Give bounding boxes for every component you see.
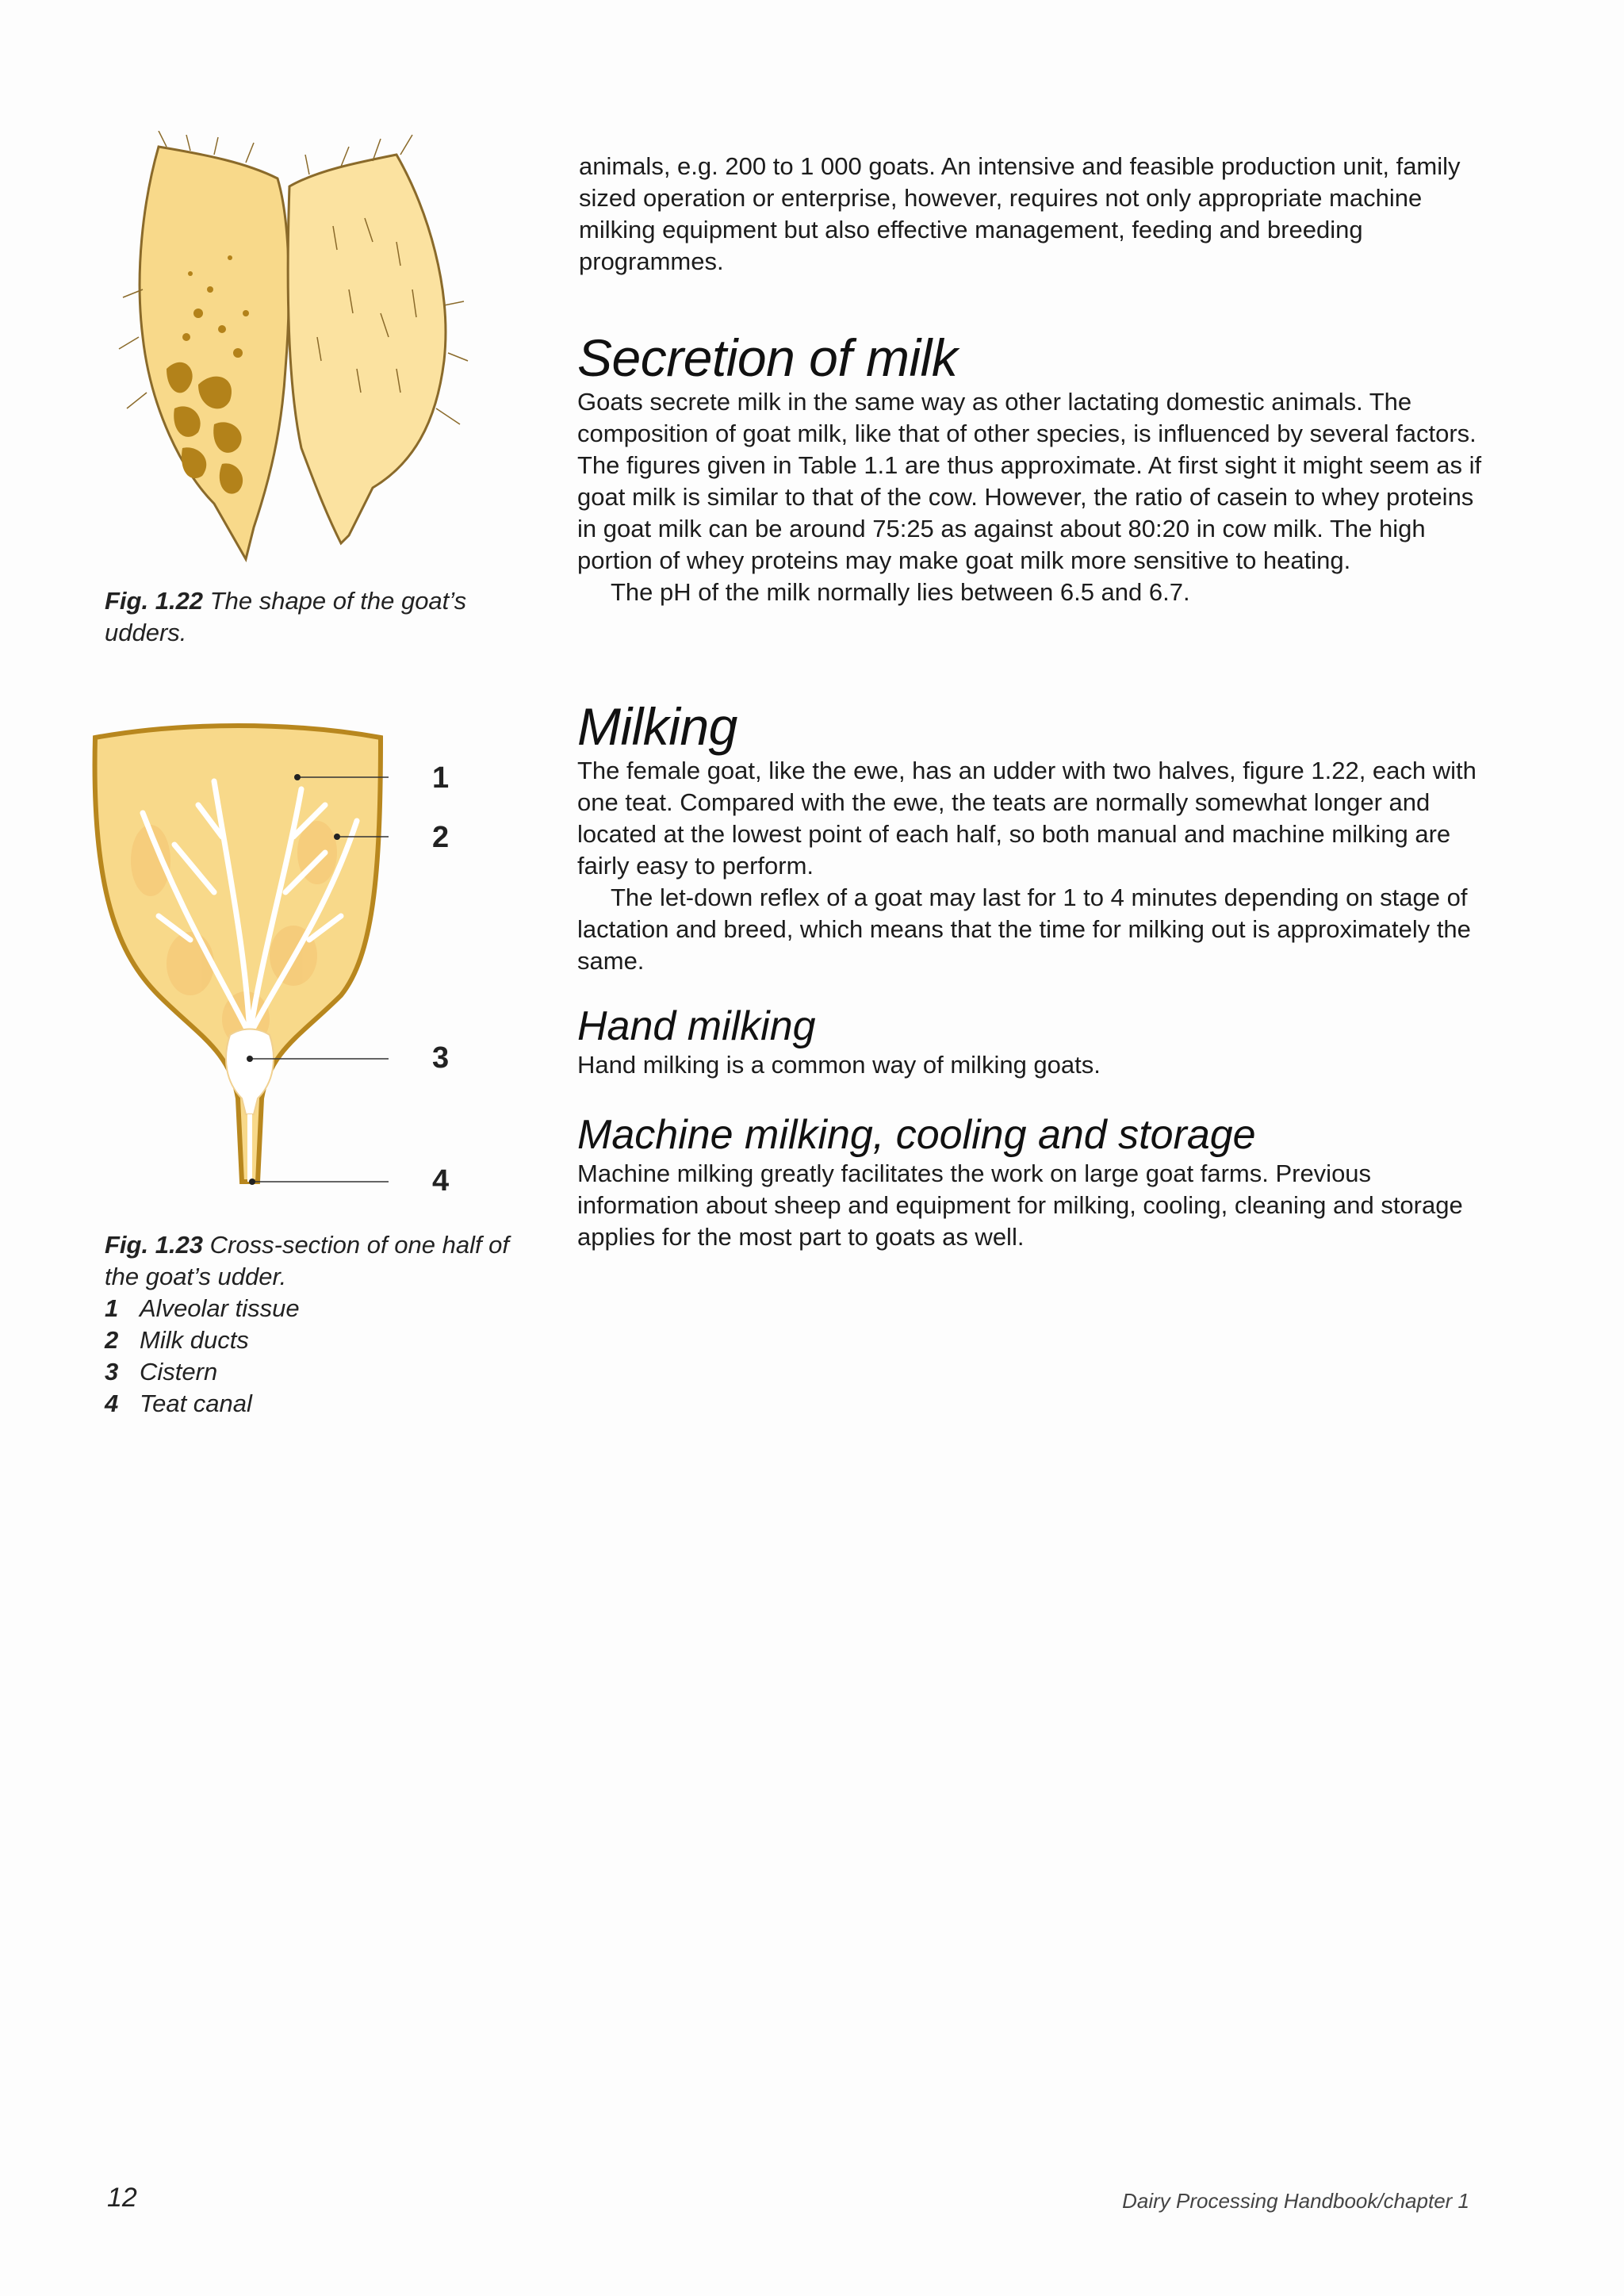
page-number: 12	[107, 2183, 137, 2213]
paragraph: Machine milking greatly facilitates the work on large goat farms. Previous information about sheep and equipment for milking, cooling, cleaning and storage applies for the most part to goats as well.	[577, 1159, 1463, 1251]
figure-legend	[105, 1293, 549, 1420]
paragraph: The pH of the milk normally lies between 6.5 and 6.7.	[611, 578, 1190, 606]
udder-cross-section-illustration	[87, 718, 389, 1194]
section-hand-milking	[577, 1003, 1489, 1081]
section-heading: Milking	[577, 697, 737, 756]
callout-3: 3	[432, 1041, 450, 1075]
subsection-heading: Machine milking, cooling and storage	[577, 1112, 1256, 1158]
figure-caption-text: Cross-section of one half of the goat’s udder.	[105, 1231, 510, 1290]
figure-1-23-caption	[105, 1229, 549, 1420]
paragraph: Hand milking is a common way of milking goats.	[577, 1051, 1101, 1079]
section-machine-milking	[577, 1112, 1489, 1253]
section-heading: Secretion of milk	[577, 328, 958, 387]
paragraph: The let-down reflex of a goat may last for 1 to 4 minutes depending on stage of lactation and breed, which means that the time for milking out is approximately the same.	[577, 884, 1471, 975]
section-milking	[577, 698, 1489, 977]
running-title: Dairy Processing Handbook/chapter 1	[1122, 2189, 1469, 2213]
paragraph: Goats secrete milk in the same way as other lactating domestic animals. The composition of goat milk, like that of other species, is influenced by several factors. The figures given in Table 1.1 are thus approximate. At first sight it might seem as if goat milk is similar to that of the cow. However, the ratio of casein to whey proteins in goat milk can be around 75:25 as against about 80:20 in cow milk. The high portion of whey proteins may make goat milk more sensitive to heating.	[577, 388, 1482, 574]
figure-1-23-image	[87, 718, 389, 1194]
legend-item: 3 Cistern	[105, 1358, 218, 1386]
callout-1: 1	[432, 761, 450, 795]
figure-1-22-caption	[105, 585, 533, 649]
goat-udder-illustration	[111, 131, 484, 575]
section-secretion	[577, 329, 1489, 608]
subsection-heading: Hand milking	[577, 1003, 816, 1049]
intro-paragraph: animals, e.g. 200 to 1 000 goats. An intensive and feasible production unit, family sized operation or enterprise, however, requires not only appropriate machine milking equipment but also effective management, feeding and breeding programmes.	[579, 152, 1461, 275]
figure-label: Fig. 1.23	[105, 1231, 204, 1259]
callout-4: 4	[432, 1164, 450, 1198]
legend-item: 4 Teat canal	[105, 1389, 252, 1417]
figure-1-22-image	[111, 131, 484, 575]
figure-label: Fig. 1.22	[105, 587, 204, 615]
paragraph: The female goat, like the ewe, has an udder with two halves, figure 1.22, each with one teat. Compared with the ewe, the teats are normally somewhat longer and located at the lowest point of each half, so both manual and machine milking are fairly easy to perform.	[577, 757, 1477, 880]
legend-item: 1 Alveolar tissue	[105, 1294, 300, 1322]
figure-caption-text: The shape of the goat’s udders.	[105, 587, 467, 646]
legend-item: 2 Milk ducts	[105, 1326, 249, 1354]
callout-2: 2	[432, 821, 450, 854]
